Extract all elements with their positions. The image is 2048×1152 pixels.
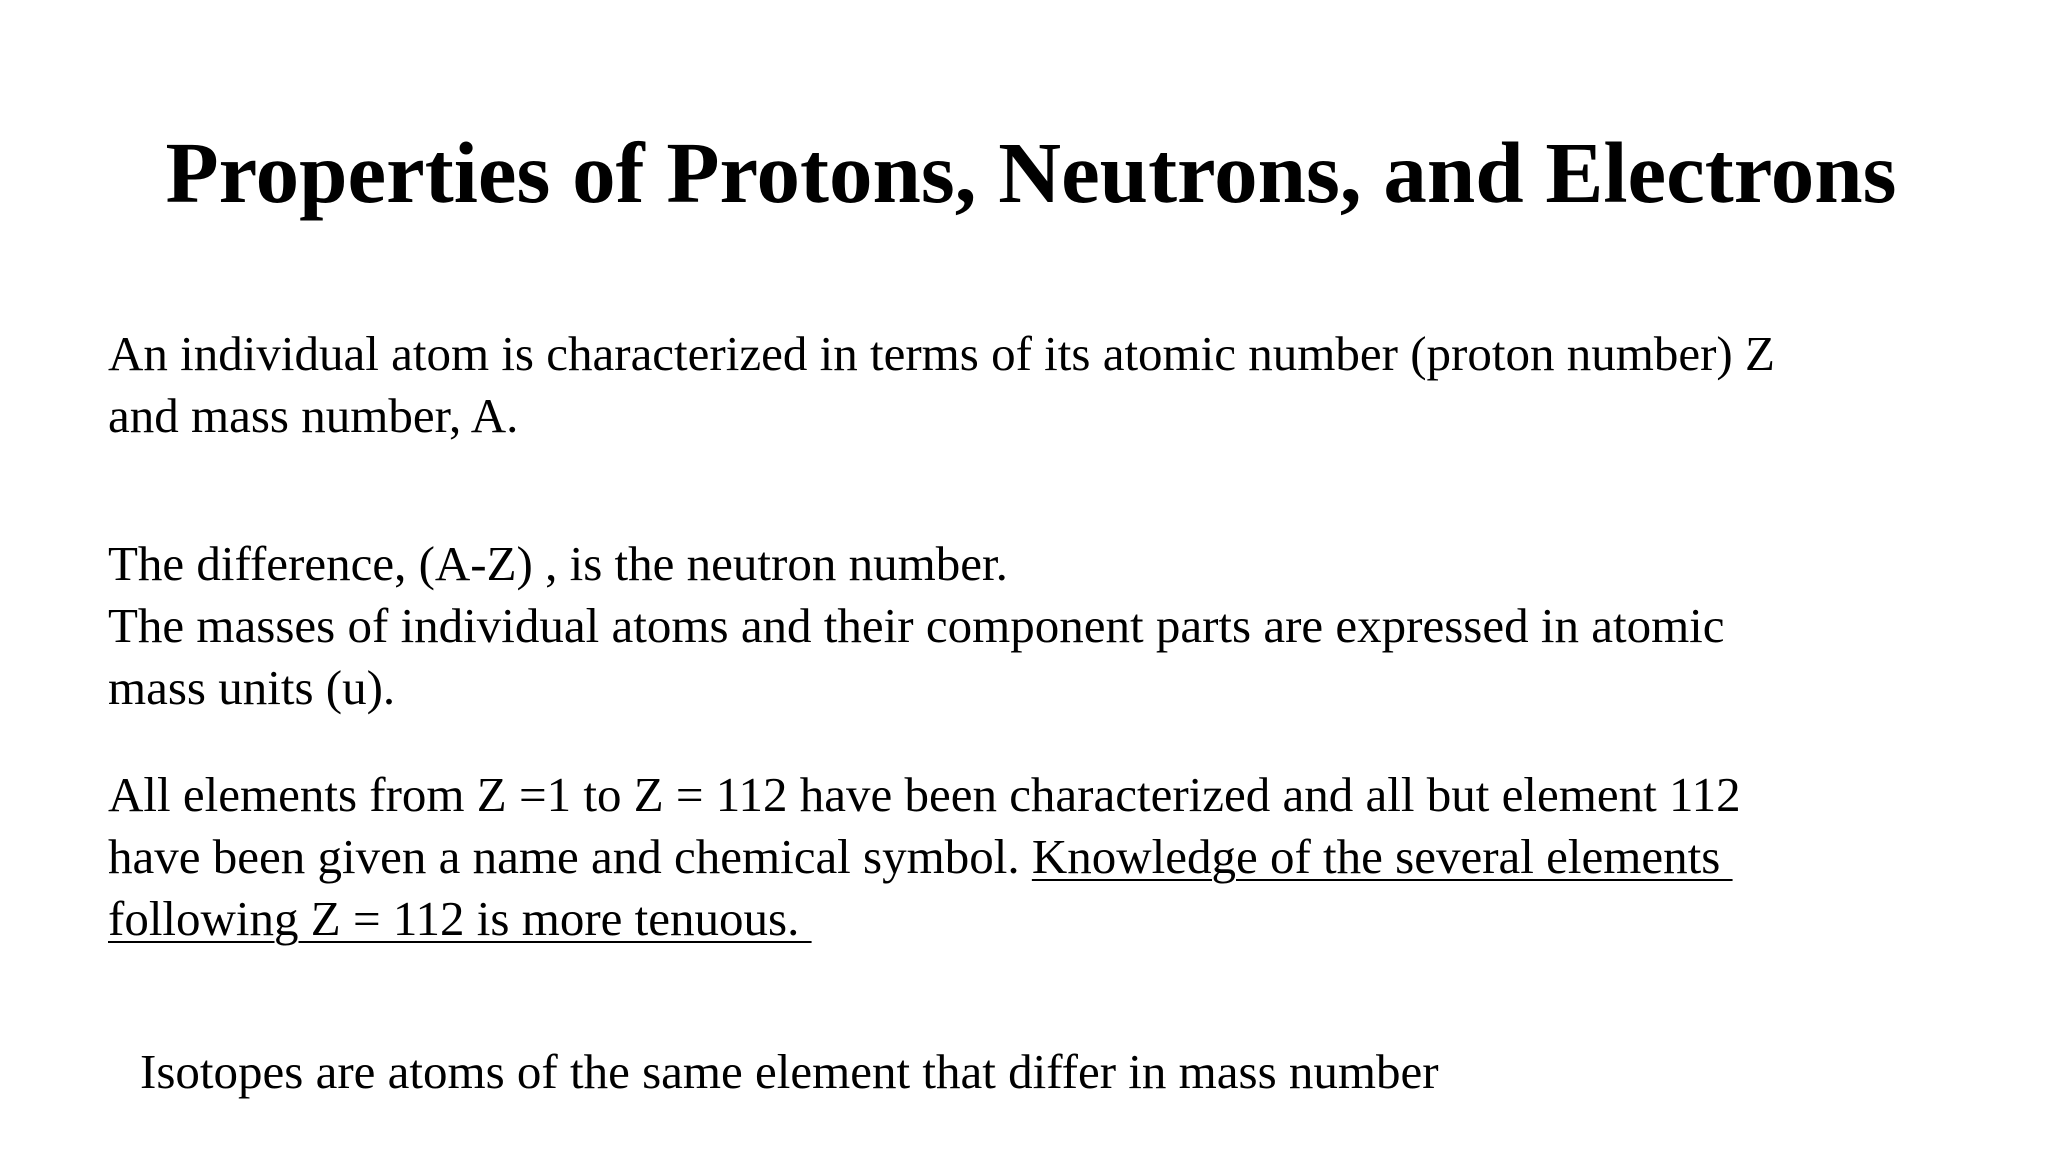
text-line: and mass number, A. — [108, 388, 519, 443]
slide-title: Properties of Protons, Neutrons, and Electrons — [165, 124, 1897, 221]
text-line: The difference, (A-Z) , is the neutron number. — [108, 536, 1008, 591]
text-line: All elements from Z =1 to Z = 112 have been characterized and all but element 112 — [108, 767, 1741, 822]
underlined-text: following Z = 112 is more tenuous. — [108, 891, 812, 946]
paragraph-atomic-number — [108, 323, 1998, 447]
text-line: mass units (u). — [108, 660, 396, 715]
paragraph-neutron-number — [108, 533, 1998, 719]
text-segment: have been given a name and chemical symbol. — [108, 829, 1032, 884]
underlined-text: Knowledge of the several elements — [1031, 829, 1733, 884]
text-line: Isotopes are atoms of the same element that differ in mass number — [140, 1044, 1439, 1099]
text-line — [108, 826, 1998, 888]
text-line — [108, 888, 1998, 950]
paragraph-isotopes — [140, 1041, 2030, 1103]
paragraph-elements — [108, 764, 1998, 950]
text-line: The masses of individual atoms and their component parts are expressed in atomic — [108, 598, 1725, 653]
text-line: An individual atom is characterized in terms of its atomic number (proton number) Z — [108, 326, 1775, 381]
